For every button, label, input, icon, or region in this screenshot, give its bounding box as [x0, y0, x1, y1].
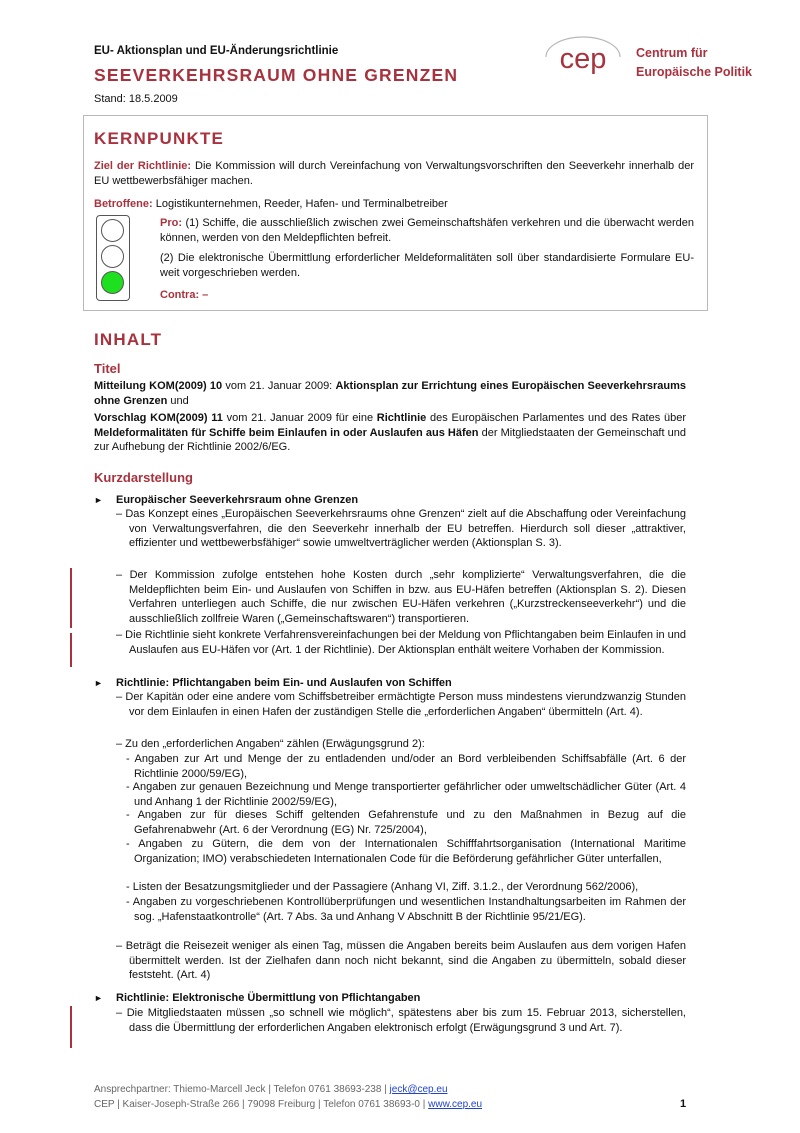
section-2-item-2: – Zu den „erforderlichen Angaben“ zählen (Erwägungsgrund 2): — [116, 738, 425, 750]
footer-contact — [94, 1083, 448, 1096]
titel-paragraph-2 — [94, 411, 686, 455]
titel-p1-d: und — [167, 394, 189, 407]
titel-p1-a: Mitteilung KOM(2009) 10 — [94, 380, 223, 392]
ziel-text: Die Kommission will durch Vereinfachung von Verwaltungsvorschriften den Seeverkehr innerhalb der EU wettbewerbsfähiger machen. — [94, 160, 694, 187]
kurzdarstellung-heading: Kurzdarstellung — [94, 470, 193, 485]
section-2-subitem-5: - Listen der Besatzungsmitglieder und der Passagiere (Anhang VI, Ziff. 3.1.2., der Verordnung 562/2006), — [126, 881, 639, 893]
organization-name-line2: Europäische Politik — [636, 64, 753, 79]
document-date: Stand: 18.5.2009 — [94, 93, 178, 105]
traffic-light-red-lamp — [101, 219, 124, 242]
footer-address-text: CEP | Kaiser-Joseph-Straße 266 | 79098 Freiburg | Telefon 0761 38693-0 | — [94, 1099, 429, 1110]
organization-name-line1: Centrum für — [636, 46, 708, 60]
titel-p2-e: Meldeformalitäten für Schiffe beim Einlaufen in oder Auslaufen aus Häfen — [94, 426, 479, 439]
titel-paragraph-1 — [94, 379, 686, 408]
pro-label: Pro: — [160, 217, 182, 229]
titel-p1-b: vom 21. Januar 2009: — [222, 380, 336, 392]
inhalt-heading: INHALT — [94, 330, 163, 349]
traffic-light-yellow-lamp — [101, 245, 124, 268]
titel-p2-f: der Mitgliedstaaten der Gemeinschaft und zur Aufhebung der Richtlinie 2002/6/EG. — [94, 426, 687, 454]
kernpunkte-ziel — [94, 159, 694, 188]
kernpunkte-pro-2: (2) Die elektronische Übermittlung erforderlicher Meldeformalitäten soll über standardisierte Formulare EU-weit vorgeschrieben werden. — [160, 252, 694, 279]
section-2-item-1: – Der Kapitän oder eine andere vom Schiffsbetreiber ermächtigte Person muss mindestens vierundzwanzig Stunden vor dem Einlaufen in einen Hafen der zuständigen Stelle die „erforderlichen Angaben“ übermitteln (Art. 4). — [116, 691, 686, 718]
section-1-heading-text: Europäischer Seeverkehrsraum ohne Grenzen — [116, 494, 359, 506]
footer-website-link[interactable]: www.cep.eu — [428, 1099, 483, 1110]
section-2-subitem-3: - Angaben zur für dieses Schiff geltenden Gefahrenstufe und zu den Maßnahmen in Bezug auf die Gefahrenabwehr (Art. 6 der Verordnung (EG) Nr. 725/2004), — [126, 809, 686, 836]
kernpunkte-box — [83, 115, 708, 311]
section-2-subitem-1: - Angaben zur Art und Menge der zu entladenden und/oder an Bord verbleibenden Schiffsabfälle (Art. 6 der Richtlinie 2000/59/EG), — [126, 753, 686, 780]
section-2-heading-text: Richtlinie: Pflichtangaben beim Ein- und Auslaufen von Schiffen — [116, 677, 452, 689]
logo-wordmark: cep — [559, 43, 607, 75]
section-3-item-1: – Die Mitgliedstaaten müssen „so schnell wie möglich“, spätestens aber bis zum 15. Februar 2013, sicherstellen, dass die Übermittlung der erforderlichen Angaben elektronisch erfolgt (Erwägungsgrund 3 und Art. 7). — [116, 1007, 686, 1034]
footer-address — [94, 1098, 482, 1111]
section-1-item-2: – Der Kommission zufolge entstehen hohe Kosten durch „sehr komplizierte“ Verwaltungsverfahren, die die Meldepflichten beim Ein- und Auslaufen von Schiffen in bzw. aus EU-Häfen betreffen (Aktionsplan S. 2). Diesen Verfahren unterliegen auch Schiffe, die nur zwischen EU-Häfen verkehren („Kurzstreckenseeverkehr“) und die ausschließlich zollfreie Waren („Gemeinschaftswaren“) transportieren. — [116, 569, 686, 625]
kernpunkte-contra — [160, 288, 208, 303]
section-3-heading-text: Richtlinie: Elektronische Übermittlung von Pflichtangaben — [116, 992, 421, 1004]
betroffene-text: Logistikunternehmen, Reeder, Hafen- und Terminalbetreiber — [152, 198, 448, 210]
section-2-subitem-2: - Angaben zur genauen Bezeichnung und Menge transportierter gefährlicher oder umweltschädlicher Güter (Art. 4 und Anhang 1 der Richtlinie 2002/59/EG), — [126, 781, 686, 808]
pro-text-1: (1) Schiffe, die ausschließlich zwischen zwei Gemeinschaftshäfen verkehren und die überwacht werden können, werden von den Meldepflichten befreit. — [160, 217, 694, 244]
section-2-item-3: – Beträgt die Reisezeit weniger als einen Tag, müssen die Angaben bereits beim Auslaufen aus dem vorigen Hafen übermittelt werden. Ist der Zielhafen dann noch nicht bekannt, sind die Angaben zu übermitteln, sobald dieser feststeht. (Art. 4) — [116, 940, 686, 982]
section-2-subitem-6: - Angaben zu vorgeschriebenen Kontrollüberprüfungen und wesentlichen Instandhaltungsarbeiten im Rahmen der sog. „Hafenstaatkontrolle“ (Art. 7 Abs. 3a und Anhang V Abschnitt B der Richtlinie 95/21/EG). — [126, 896, 686, 923]
titel-p2-c: Richtlinie — [376, 412, 427, 424]
footer-email-link[interactable]: jeck@cep.eu — [389, 1084, 448, 1095]
kernpunkte-pro-1 — [160, 216, 694, 245]
margin-change-bar — [70, 568, 72, 628]
footer-contact-text: Ansprechpartner: Thiemo-Marcell Jeck | Telefon 0761 38693-238 | — [94, 1084, 390, 1095]
section-2-subitem-4: - Angaben zu Gütern, die dem von der Internationalen Schifffahrtsorganisation (International Maritime Organization; IMO) verabschiedeten Internationalen Code für die Beförderung gefährlicher Güter unterfallen, — [126, 838, 686, 865]
section-3-heading — [94, 991, 420, 1006]
titel-p2-a: Vorschlag KOM(2009) 11 — [94, 412, 223, 424]
page-number: 1 — [680, 1098, 687, 1110]
document-title: SEEVERKEHRSRAUM OHNE GRENZEN — [94, 65, 459, 85]
section-1-heading — [94, 493, 358, 508]
titel-heading: Titel — [94, 361, 121, 376]
contra-text: – — [199, 289, 209, 301]
contra-label: Contra: — [160, 289, 200, 301]
margin-change-bar — [70, 1006, 72, 1048]
cep-logo — [538, 30, 628, 88]
organization-name — [636, 44, 752, 82]
arrow-bullet-icon: ► — [94, 993, 103, 1003]
arrow-bullet-icon: ► — [94, 495, 103, 505]
section-1-item-3: – Die Richtlinie sieht konkrete Verfahrensvereinfachungen bei der Meldung von Pflichtangaben beim Einlaufen in und Auslaufen aus EU-Häfen vor (Art. 1 der Richtlinie). Der Aktionsplan enthält weitere Vorhaben der Kommission. — [116, 629, 686, 656]
margin-change-bar — [70, 633, 72, 667]
traffic-light-icon — [96, 215, 130, 301]
kernpunkte-heading: KERNPUNKTE — [94, 129, 225, 148]
section-2-heading — [94, 676, 452, 691]
section-1-item-1: – Das Konzept eines „Europäischen Seeverkehrsraums ohne Grenzen“ zielt auf die Abschaffung oder Vereinfachung von Verwaltungsverfahren, die den Seeverkehr innerhalb der EU betreffen. Hierdurch soll dieser „attraktiver, effizienter und wettbewerbsfähiger“ sowie umweltverträglicher werden (Aktionsplan S. 3). — [116, 508, 686, 550]
document-subtitle: EU- Aktionsplan und EU-Änderungsrichtlinie — [94, 45, 339, 57]
titel-p2-b: vom 21. Januar 2009 für eine — [222, 412, 377, 424]
titel-p1-c: Aktionsplan zur Errichtung eines Europäischen Seeverkehrsraums ohne Grenzen — [94, 380, 686, 407]
traffic-light-green-lamp — [101, 271, 124, 294]
kernpunkte-betroffene — [94, 197, 448, 212]
betroffene-label: Betroffene: — [94, 198, 153, 210]
ziel-label: Ziel der Richtlinie: — [94, 160, 192, 172]
arrow-bullet-icon: ► — [94, 678, 103, 688]
titel-p2-d: des Europäischen Parlamentes und des Rates über — [426, 412, 686, 424]
